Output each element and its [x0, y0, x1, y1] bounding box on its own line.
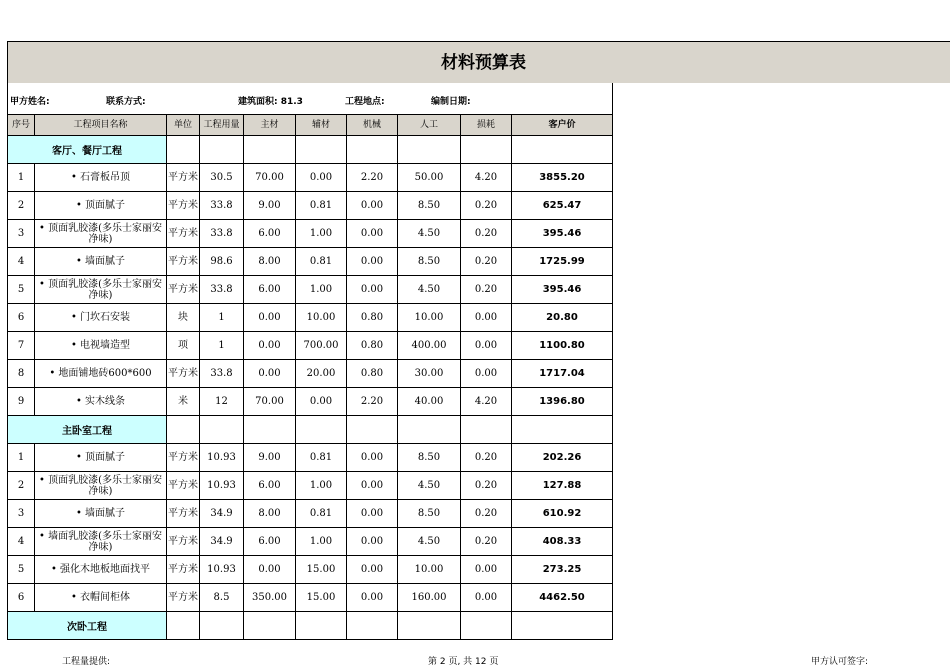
- loss-cell: 0.00: [461, 556, 512, 584]
- title-band: [7, 41, 950, 83]
- labor-cell: 8.50: [398, 192, 461, 220]
- item-name: • 石膏板吊顶: [35, 164, 167, 192]
- quantity-cell: 12: [200, 388, 244, 416]
- aux-material-cell: 15.00: [296, 584, 347, 612]
- empty-cell: [398, 136, 461, 164]
- machinery-cell: 0.00: [347, 276, 398, 304]
- header-loss: 损耗: [461, 115, 512, 136]
- empty-cell: [167, 416, 200, 444]
- sheet-title: 材料预算表: [441, 53, 526, 73]
- empty-cell: [512, 416, 613, 444]
- budget-table: [7, 114, 613, 640]
- item-name: • 强化木地板地面找平: [35, 556, 167, 584]
- empty-cell: [200, 416, 244, 444]
- table-row: [8, 584, 613, 612]
- main-material-cell: 0.00: [244, 556, 296, 584]
- customer-price-cell: 202.26: [512, 444, 613, 472]
- loss-cell: 0.20: [461, 248, 512, 276]
- customer-price-cell: 610.92: [512, 500, 613, 528]
- info-row: [7, 83, 613, 114]
- empty-cell: [461, 612, 512, 640]
- machinery-cell: 0.00: [347, 220, 398, 248]
- quantity-cell: 8.5: [200, 584, 244, 612]
- machinery-cell: 0.80: [347, 332, 398, 360]
- row-number: 3: [8, 220, 35, 248]
- empty-cell: [244, 136, 296, 164]
- machinery-cell: 0.80: [347, 304, 398, 332]
- unit-cell: 块: [167, 304, 200, 332]
- section-header-row: [8, 136, 613, 164]
- main-material-cell: 0.00: [244, 304, 296, 332]
- header-labor: 人工: [398, 115, 461, 136]
- customer-price-cell: 1725.99: [512, 248, 613, 276]
- empty-cell: [512, 136, 613, 164]
- quantity-cell: 10.93: [200, 472, 244, 500]
- empty-cell: [200, 612, 244, 640]
- loss-cell: 4.20: [461, 164, 512, 192]
- unit-cell: 平方米: [167, 164, 200, 192]
- row-number: 6: [8, 304, 35, 332]
- quantity-cell: 33.8: [200, 220, 244, 248]
- unit-cell: 平方米: [167, 528, 200, 556]
- row-number: 4: [8, 248, 35, 276]
- quantity-cell: 34.9: [200, 528, 244, 556]
- machinery-cell: 0.00: [347, 500, 398, 528]
- main-material-cell: 6.00: [244, 220, 296, 248]
- item-name: • 墙面腻子: [35, 248, 167, 276]
- machinery-cell: 0.00: [347, 444, 398, 472]
- header-aux: 辅材: [296, 115, 347, 136]
- section-title: 主卧室工程: [8, 416, 167, 444]
- header-row: [8, 115, 613, 136]
- labor-cell: 10.00: [398, 556, 461, 584]
- item-name: • 衣帽间柜体: [35, 584, 167, 612]
- customer-price-cell: 1717.04: [512, 360, 613, 388]
- empty-cell: [244, 416, 296, 444]
- row-number: 5: [8, 276, 35, 304]
- labor-cell: 4.50: [398, 472, 461, 500]
- main-material-cell: 9.00: [244, 192, 296, 220]
- section-header-row: [8, 612, 613, 640]
- section-header-row: [8, 416, 613, 444]
- row-number: 1: [8, 164, 35, 192]
- loss-cell: 0.00: [461, 360, 512, 388]
- row-number: 5: [8, 556, 35, 584]
- empty-cell: [398, 612, 461, 640]
- main-material-cell: 9.00: [244, 444, 296, 472]
- row-number: 1: [8, 444, 35, 472]
- header-no: 序号: [8, 115, 35, 136]
- labor-cell: 8.50: [398, 248, 461, 276]
- main-material-cell: 0.00: [244, 332, 296, 360]
- machinery-cell: 2.20: [347, 388, 398, 416]
- empty-cell: [461, 136, 512, 164]
- section-title: 次卧工程: [8, 612, 167, 640]
- unit-cell: 平方米: [167, 472, 200, 500]
- table-row: [8, 444, 613, 472]
- quantity-cell: 33.8: [200, 360, 244, 388]
- table-row: [8, 500, 613, 528]
- customer-price-cell: 20.80: [512, 304, 613, 332]
- labor-cell: 8.50: [398, 444, 461, 472]
- table-row: [8, 164, 613, 192]
- item-name: • 实木线条: [35, 388, 167, 416]
- loss-cell: 0.20: [461, 528, 512, 556]
- area-label: 建筑面积: 81.3: [238, 97, 303, 107]
- table-body: [8, 136, 613, 640]
- item-name: • 电视墙造型: [35, 332, 167, 360]
- main-material-cell: 6.00: [244, 472, 296, 500]
- labor-cell: 400.00: [398, 332, 461, 360]
- client-name-label: 甲方姓名:: [10, 97, 50, 107]
- machinery-cell: 2.20: [347, 164, 398, 192]
- customer-price-cell: 3855.20: [512, 164, 613, 192]
- item-name: • 顶面腻子: [35, 444, 167, 472]
- unit-cell: 平方米: [167, 192, 200, 220]
- header-main: 主材: [244, 115, 296, 136]
- machinery-cell: 0.00: [347, 192, 398, 220]
- customer-price-cell: 1100.80: [512, 332, 613, 360]
- header-name: 工程项目名称: [35, 115, 167, 136]
- empty-cell: [244, 612, 296, 640]
- aux-material-cell: 700.00: [296, 332, 347, 360]
- unit-cell: 平方米: [167, 276, 200, 304]
- main-material-cell: 6.00: [244, 276, 296, 304]
- unit-cell: 平方米: [167, 500, 200, 528]
- footer-page: 第 2 页, 共 12 页: [428, 657, 499, 667]
- labor-cell: 30.00: [398, 360, 461, 388]
- quantity-cell: 30.5: [200, 164, 244, 192]
- location-label: 工程地点:: [345, 97, 385, 107]
- unit-cell: 平方米: [167, 584, 200, 612]
- aux-material-cell: 1.00: [296, 528, 347, 556]
- machinery-cell: 0.80: [347, 360, 398, 388]
- customer-price-cell: 1396.80: [512, 388, 613, 416]
- unit-cell: 平方米: [167, 220, 200, 248]
- quantity-cell: 34.9: [200, 500, 244, 528]
- date-label: 编制日期:: [431, 97, 471, 107]
- empty-cell: [296, 612, 347, 640]
- unit-cell: 平方米: [167, 556, 200, 584]
- loss-cell: 4.20: [461, 388, 512, 416]
- loss-cell: 0.20: [461, 220, 512, 248]
- unit-cell: 平方米: [167, 248, 200, 276]
- item-name: • 门坎石安装: [35, 304, 167, 332]
- row-number: 9: [8, 388, 35, 416]
- customer-price-cell: 395.46: [512, 276, 613, 304]
- empty-cell: [296, 136, 347, 164]
- machinery-cell: 0.00: [347, 528, 398, 556]
- main-material-cell: 70.00: [244, 388, 296, 416]
- empty-cell: [347, 612, 398, 640]
- item-name: • 顶面乳胶漆(多乐士家丽安净味): [35, 220, 167, 248]
- quantity-cell: 33.8: [200, 192, 244, 220]
- aux-material-cell: 0.81: [296, 444, 347, 472]
- aux-material-cell: 20.00: [296, 360, 347, 388]
- labor-cell: 50.00: [398, 164, 461, 192]
- footer-signature: 甲方认可签字:: [811, 657, 869, 667]
- customer-price-cell: 4462.50: [512, 584, 613, 612]
- loss-cell: 0.20: [461, 444, 512, 472]
- labor-cell: 40.00: [398, 388, 461, 416]
- empty-cell: [398, 416, 461, 444]
- main-material-cell: 0.00: [244, 360, 296, 388]
- labor-cell: 160.00: [398, 584, 461, 612]
- aux-material-cell: 0.81: [296, 248, 347, 276]
- main-material-cell: 350.00: [244, 584, 296, 612]
- labor-cell: 4.50: [398, 528, 461, 556]
- loss-cell: 0.20: [461, 192, 512, 220]
- labor-cell: 4.50: [398, 220, 461, 248]
- quantity-cell: 10.93: [200, 444, 244, 472]
- contact-label: 联系方式:: [106, 97, 146, 107]
- aux-material-cell: 0.81: [296, 192, 347, 220]
- table-row: [8, 332, 613, 360]
- quantity-cell: 1: [200, 332, 244, 360]
- unit-cell: 项: [167, 332, 200, 360]
- aux-material-cell: 0.00: [296, 388, 347, 416]
- customer-price-cell: 395.46: [512, 220, 613, 248]
- loss-cell: 0.00: [461, 332, 512, 360]
- unit-cell: 平方米: [167, 444, 200, 472]
- row-number: 2: [8, 192, 35, 220]
- table-row: [8, 528, 613, 556]
- table-row: [8, 192, 613, 220]
- labor-cell: 4.50: [398, 276, 461, 304]
- row-number: 8: [8, 360, 35, 388]
- table-row: [8, 248, 613, 276]
- empty-cell: [167, 612, 200, 640]
- aux-material-cell: 1.00: [296, 472, 347, 500]
- empty-cell: [347, 136, 398, 164]
- empty-cell: [200, 136, 244, 164]
- quantity-cell: 33.8: [200, 276, 244, 304]
- item-name: • 顶面乳胶漆(多乐士家丽安净味): [35, 472, 167, 500]
- unit-cell: 米: [167, 388, 200, 416]
- header-price: 客户价: [512, 115, 613, 136]
- table-row: [8, 304, 613, 332]
- customer-price-cell: 273.25: [512, 556, 613, 584]
- labor-cell: 8.50: [398, 500, 461, 528]
- machinery-cell: 0.00: [347, 556, 398, 584]
- machinery-cell: 0.00: [347, 248, 398, 276]
- table-row: [8, 472, 613, 500]
- table-row: [8, 388, 613, 416]
- aux-material-cell: 1.00: [296, 276, 347, 304]
- item-name: • 顶面腻子: [35, 192, 167, 220]
- table-row: [8, 276, 613, 304]
- footer-provider: 工程量提供:: [62, 657, 111, 667]
- aux-material-cell: 10.00: [296, 304, 347, 332]
- empty-cell: [347, 416, 398, 444]
- aux-material-cell: 0.00: [296, 164, 347, 192]
- empty-cell: [296, 416, 347, 444]
- row-number: 6: [8, 584, 35, 612]
- row-number: 2: [8, 472, 35, 500]
- empty-cell: [167, 136, 200, 164]
- header-mech: 机械: [347, 115, 398, 136]
- loss-cell: 0.20: [461, 276, 512, 304]
- customer-price-cell: 408.33: [512, 528, 613, 556]
- table-row: [8, 220, 613, 248]
- customer-price-cell: 625.47: [512, 192, 613, 220]
- item-name: • 墙面乳胶漆(多乐士家丽安净味): [35, 528, 167, 556]
- table-row: [8, 360, 613, 388]
- main-material-cell: 70.00: [244, 164, 296, 192]
- header-unit: 单位: [167, 115, 200, 136]
- main-material-cell: 8.00: [244, 500, 296, 528]
- item-name: • 地面铺地砖600*600: [35, 360, 167, 388]
- unit-cell: 平方米: [167, 360, 200, 388]
- section-title: 客厅、餐厅工程: [8, 136, 167, 164]
- row-number: 4: [8, 528, 35, 556]
- quantity-cell: 98.6: [200, 248, 244, 276]
- item-name: • 墙面腻子: [35, 500, 167, 528]
- empty-cell: [461, 416, 512, 444]
- aux-material-cell: 0.81: [296, 500, 347, 528]
- aux-material-cell: 1.00: [296, 220, 347, 248]
- loss-cell: 0.00: [461, 584, 512, 612]
- machinery-cell: 0.00: [347, 584, 398, 612]
- loss-cell: 0.00: [461, 304, 512, 332]
- row-number: 3: [8, 500, 35, 528]
- row-number: 7: [8, 332, 35, 360]
- customer-price-cell: 127.88: [512, 472, 613, 500]
- quantity-cell: 1: [200, 304, 244, 332]
- header-qty: 工程用量: [200, 115, 244, 136]
- aux-material-cell: 15.00: [296, 556, 347, 584]
- main-material-cell: 6.00: [244, 528, 296, 556]
- table-row: [8, 556, 613, 584]
- quantity-cell: 10.93: [200, 556, 244, 584]
- machinery-cell: 0.00: [347, 472, 398, 500]
- empty-cell: [512, 612, 613, 640]
- labor-cell: 10.00: [398, 304, 461, 332]
- main-material-cell: 8.00: [244, 248, 296, 276]
- item-name: • 顶面乳胶漆(多乐士家丽安净味): [35, 276, 167, 304]
- loss-cell: 0.20: [461, 472, 512, 500]
- loss-cell: 0.20: [461, 500, 512, 528]
